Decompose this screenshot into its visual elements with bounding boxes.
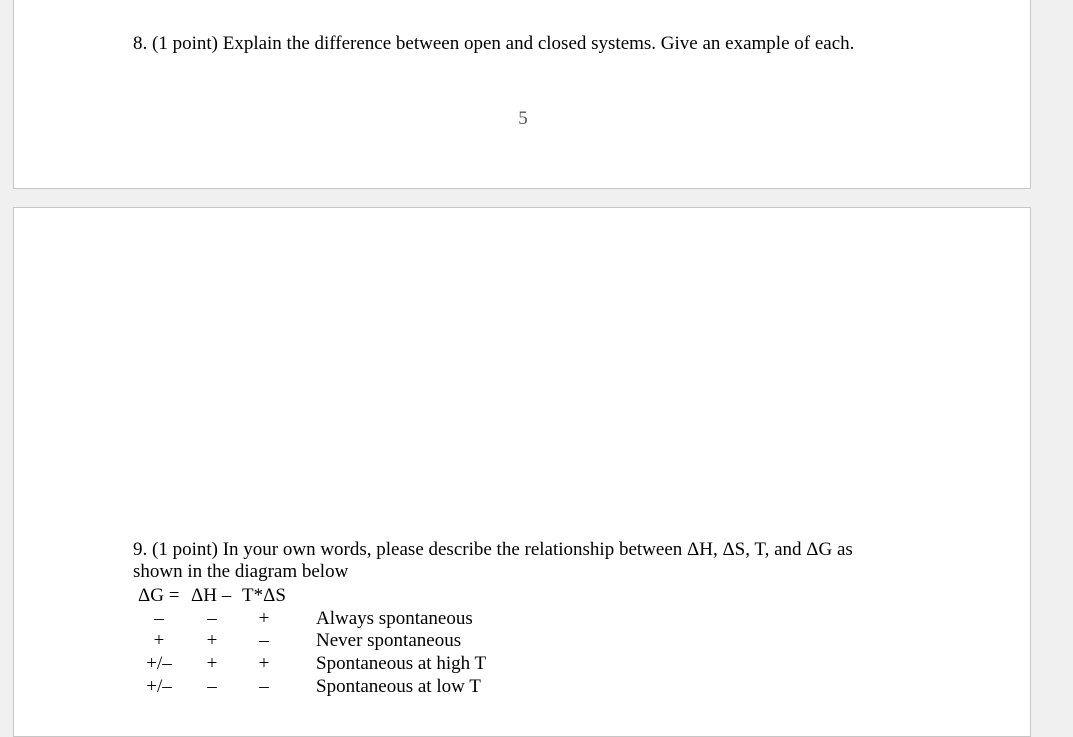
row-1-result: Always spontaneous <box>316 608 473 629</box>
row-3-delta-g-sign: +/– <box>146 653 172 674</box>
row-2-delta-h-sign: + <box>206 630 218 651</box>
row-1-t-delta-s-sign: + <box>258 608 270 629</box>
equation-delta-h: ΔH – <box>191 585 232 606</box>
row-4-delta-g-sign: +/– <box>146 676 172 697</box>
row-4-result: Spontaneous at low T <box>316 676 481 697</box>
row-2-result: Never spontaneous <box>316 630 462 651</box>
row-4-delta-h-sign: – <box>207 676 217 697</box>
equation-t-delta-s: T*ΔS <box>242 585 286 606</box>
document-page-5 <box>13 0 1031 189</box>
row-3-result: Spontaneous at high T <box>316 653 487 674</box>
row-1-delta-g-sign: – <box>154 608 164 629</box>
row-2-delta-g-sign: + <box>153 630 165 651</box>
row-1-delta-h-sign: – <box>207 608 217 629</box>
question-9-text: 9. (1 point) In your own words, please describe the relationship between ΔH, ΔS, T, and ΔG as shown in the diagram below <box>133 539 853 582</box>
row-4-t-delta-s-sign: – <box>259 676 269 697</box>
page-number: 5 <box>518 108 528 129</box>
row-3-t-delta-s-sign: + <box>258 653 270 674</box>
equation-delta-g: ΔG = <box>138 585 180 606</box>
row-3-delta-h-sign: + <box>206 653 218 674</box>
document-page-6 <box>13 207 1031 737</box>
row-2-t-delta-s-sign: – <box>259 630 269 651</box>
question-8-text: 8. (1 point) Explain the difference between open and closed systems. Give an example of each. <box>133 33 855 54</box>
